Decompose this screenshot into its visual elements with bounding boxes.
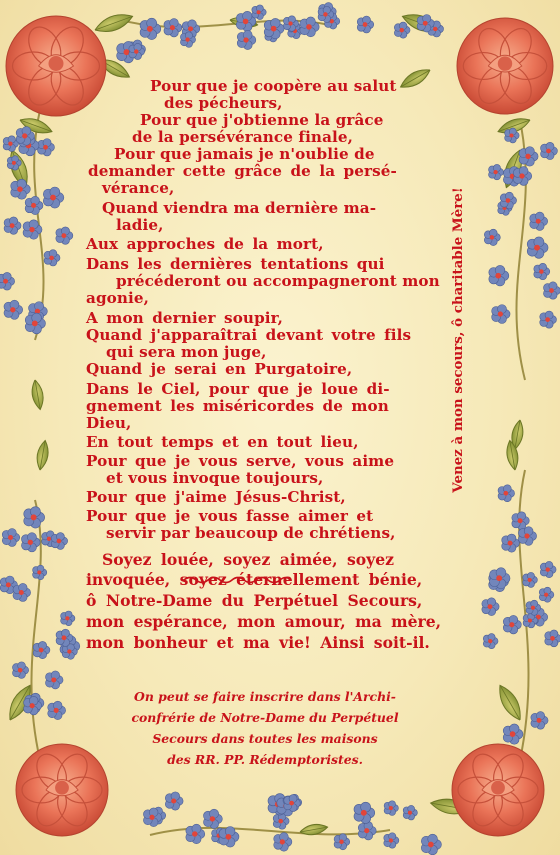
closing-line: Soyez louée, soyez aimée, soyez <box>102 550 394 569</box>
prayer-line: précéderont ou accompagneront mon <box>116 272 440 290</box>
prayer-line: Dans les dernières tentations qui <box>86 255 385 273</box>
prayer-line: Pour que je coopère au salut <box>150 77 397 95</box>
prayer-line: Pour que je vous serve, vous aime <box>86 452 395 470</box>
prayer-line: ladie, <box>116 216 164 234</box>
footnote-line: Secours dans toutes les maisons <box>152 731 378 746</box>
footnote-line: confrérie de Notre-Dame du Perpétuel <box>131 710 399 725</box>
prayer-line: agonie, <box>86 289 150 307</box>
prayer-line: des pécheurs, <box>164 94 283 112</box>
prayer-line: Pour que jamais je n'oublie de <box>114 145 375 163</box>
footnote-line: On peut se faire inscrire dans l'Archi- <box>134 689 396 704</box>
prayer-line: Pour que j'obtienne la grâce <box>140 111 384 129</box>
closing-line: mon espérance, mon amour, ma mère, <box>86 612 442 631</box>
prayer-line: gnement les miséricordes de mon <box>86 397 389 415</box>
prayer-line: Quand viendra ma dernière ma- <box>102 199 377 217</box>
prayer-line: Quand j'apparaîtrai devant votre fils <box>86 326 412 344</box>
prayer-line: demander cette grâce de la persé- <box>88 162 397 180</box>
prayer-line: Dieu, <box>86 414 132 432</box>
prayer-line: Pour que je vous fasse aimer et <box>86 507 374 525</box>
prayer-line: servir par beaucoup de chrétiens, <box>106 524 396 542</box>
side-invocation-text: Venez à mon secours, ô charitable Mère! <box>450 187 466 493</box>
prayer-line: Aux approches de la mort, <box>86 235 324 253</box>
prayer-line: et vous invoque toujours, <box>106 469 324 487</box>
prayer-line: qui sera mon juge, <box>106 343 267 361</box>
closing-line: ô Notre-Dame du Perpétuel Secours, <box>86 591 423 610</box>
side-invocation <box>438 160 478 520</box>
prayer-line: de la persévérance finale, <box>132 128 354 146</box>
footnote-line: des RR. PP. Rédemptoristes. <box>167 752 363 767</box>
prayer-line: A mon dernier soupir, <box>86 309 284 327</box>
closing-line: invoquée, soyez éternellement bénie, <box>86 570 423 589</box>
closing-line: mon bonheur et ma vie! Ainsi soit-il. <box>86 633 430 652</box>
wavy-divider <box>182 574 292 586</box>
prayer-line: Dans le Ciel, pour que je loue di- <box>86 380 390 398</box>
prayer-line: vérance, <box>102 179 175 197</box>
prayer-line: Quand je serai en Purgatoire, <box>86 360 353 378</box>
prayer-line: Pour que j'aime Jésus-Christ, <box>86 488 346 506</box>
prayer-line: En tout temps et en tout lieu, <box>86 433 359 451</box>
